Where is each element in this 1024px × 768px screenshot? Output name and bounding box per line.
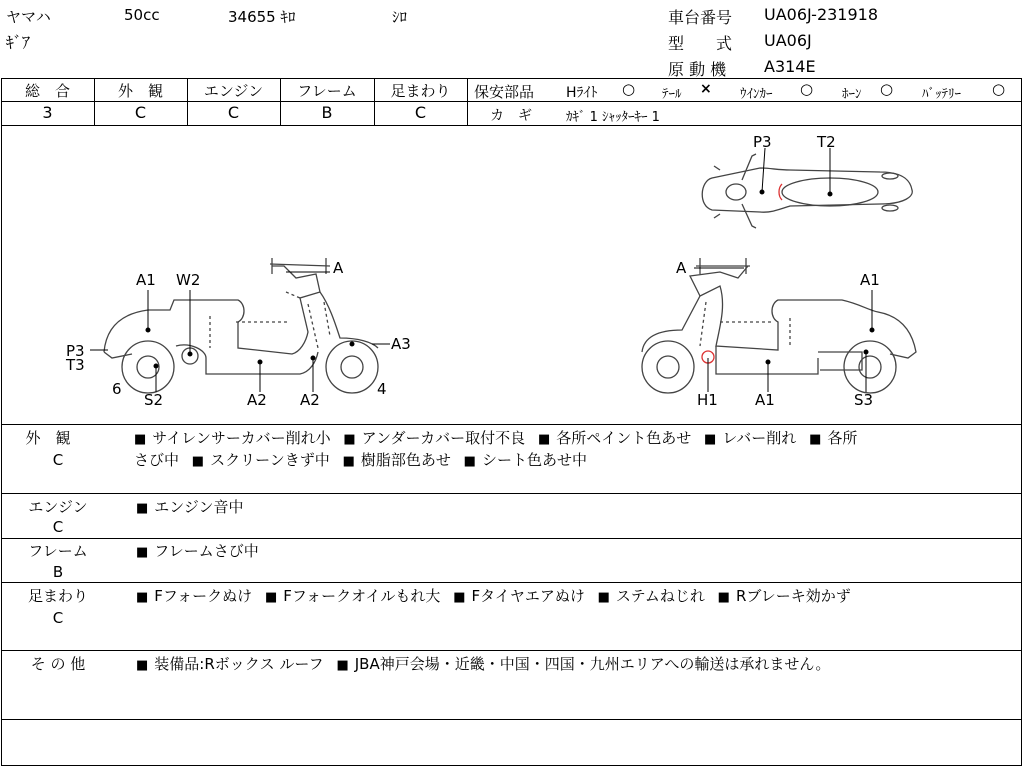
label-top-t2: T2 bbox=[817, 133, 836, 151]
remark-suspension-label: 足まわり bbox=[27, 587, 88, 605]
model-name: ｷﾞｱ bbox=[6, 33, 31, 52]
keys-value: ｶｷﾞ 1 ｼｬｯﾀｰｷｰ 1 bbox=[566, 110, 660, 125]
label-right-s3: S3 bbox=[854, 391, 874, 409]
type-value: UA06J bbox=[764, 31, 812, 50]
remark-item: ■ 樹脂部色あせ bbox=[343, 451, 451, 469]
engine-score: C bbox=[227, 103, 240, 122]
remark-engine-grade: C bbox=[52, 518, 64, 536]
headlight-label: Hﾗｲﾄ bbox=[566, 85, 598, 101]
label-left-a2-1: A2 bbox=[247, 391, 267, 409]
remark-item: ■ アンダーカバー取付不良 bbox=[343, 429, 525, 447]
remark-line-3 bbox=[1, 582, 1022, 583]
remark-item: ■ レバー削れ bbox=[704, 429, 796, 447]
remark-exterior-label: 外 観 bbox=[25, 429, 71, 447]
remark-frame-items bbox=[136, 540, 259, 564]
label-left-s2: S2 bbox=[144, 391, 164, 409]
tail-mark: × bbox=[700, 81, 712, 97]
headlight-mark: ○ bbox=[622, 80, 636, 98]
type-label: 型 式 bbox=[668, 34, 733, 53]
label-right-a: A bbox=[676, 259, 687, 277]
remark-exterior-line1 bbox=[134, 427, 857, 451]
remark-suspension-grade: C bbox=[52, 609, 64, 627]
engine-score-label: エンジン bbox=[203, 82, 264, 100]
remark-frame-grade: B bbox=[52, 563, 64, 581]
remark-item: ■ Fタイヤエアぬけ bbox=[453, 587, 585, 605]
label-right-a1: A1 bbox=[860, 271, 880, 289]
label-left-6: 6 bbox=[112, 380, 122, 398]
label-left-t3: T3 bbox=[66, 356, 85, 374]
label-left-a: A bbox=[333, 259, 344, 277]
battery-label: ﾊﾞｯﾃﾘｰ bbox=[922, 87, 961, 102]
maker: ヤマハ bbox=[6, 8, 51, 26]
remark-engine-items bbox=[136, 496, 244, 520]
remark-frame-label: フレーム bbox=[28, 542, 88, 560]
engine-label: 原 動 機 bbox=[668, 60, 727, 79]
frame-no-label: 車台番号 bbox=[668, 8, 733, 27]
label-right-a1b: A1 bbox=[755, 391, 775, 409]
label-left-4: 4 bbox=[377, 380, 387, 398]
suspension-score: C bbox=[414, 103, 427, 122]
remark-item: ■ Fフォークオイルもれ大 bbox=[265, 587, 440, 605]
winker-mark: ○ bbox=[800, 80, 814, 98]
remark-item: ■ ステムねじれ bbox=[598, 587, 705, 605]
tail-label: ﾃｰﾙ bbox=[662, 87, 682, 102]
label-left-p3: P3 bbox=[66, 342, 85, 360]
displacement: 50cc bbox=[124, 6, 160, 24]
remark-exterior-line2 bbox=[134, 449, 587, 473]
horn-label: ﾎｰﾝ bbox=[842, 87, 862, 102]
frame-score: B bbox=[321, 103, 333, 122]
battery-mark: ○ bbox=[992, 80, 1006, 98]
remark-item: ■ 装備品:Rボックス ルーフ bbox=[136, 655, 324, 673]
remark-other-items bbox=[136, 653, 830, 677]
label-left-a3: A3 bbox=[391, 335, 411, 353]
remark-item: ■ スクリーンきず中 bbox=[192, 451, 330, 469]
frame-no: UA06J-231918 bbox=[764, 5, 879, 24]
remark-item: ■ シート色あせ中 bbox=[464, 451, 587, 469]
scooter-top-view bbox=[702, 154, 912, 228]
safety-label: 保安部品 bbox=[474, 83, 535, 101]
remark-item: ■ Fフォークぬけ bbox=[136, 587, 252, 605]
remark-other-label: そ の 他 bbox=[30, 655, 86, 673]
keys-label: カ ギ bbox=[490, 108, 532, 124]
remark-item: ■ サイレンサーカバー削れ小 bbox=[134, 429, 331, 447]
label-left-a2-2: A2 bbox=[300, 391, 320, 409]
remark-exterior-grade: C bbox=[52, 451, 64, 469]
remark-item: ■ JBA神戸会場・近畿・中国・四国・九州エリアへの輸送は承れません。 bbox=[336, 655, 830, 673]
overall-label: 総 合 bbox=[24, 82, 70, 100]
suspension-label: 足まわり bbox=[390, 82, 451, 100]
remark-item: ■ 各所ペイント色あせ bbox=[538, 429, 691, 447]
label-left-w2: W2 bbox=[176, 271, 201, 289]
exterior-score: C bbox=[134, 103, 147, 122]
overall-score: 3 bbox=[42, 103, 53, 122]
leader-lines bbox=[90, 148, 874, 392]
remark-item: さび中 bbox=[134, 451, 180, 469]
remark-engine-label: エンジン bbox=[28, 498, 88, 516]
remark-line-4 bbox=[1, 650, 1022, 651]
diagram-bottom-line bbox=[1, 424, 1022, 425]
remark-line-2 bbox=[1, 538, 1022, 539]
label-right-h1: H1 bbox=[697, 391, 718, 409]
remark-item: ■ Rブレーキ効かず bbox=[718, 587, 851, 605]
label-top-p3: P3 bbox=[753, 133, 772, 151]
horn-mark: ○ bbox=[880, 80, 894, 98]
engine-value: A314E bbox=[764, 57, 816, 76]
remark-suspension-items bbox=[136, 585, 851, 609]
winker-label: ｳｲﾝｶｰ bbox=[740, 87, 773, 102]
exterior-label: 外 観 bbox=[117, 82, 163, 100]
remark-line-5 bbox=[1, 719, 1022, 720]
score-col-line-5 bbox=[467, 78, 468, 125]
remark-item: ■ エンジン音中 bbox=[136, 498, 244, 516]
label-left-a1: A1 bbox=[136, 271, 156, 289]
remark-line-1 bbox=[1, 493, 1022, 494]
mileage: 34655 ｷﾛ bbox=[228, 8, 296, 26]
color: ｼﾛ bbox=[392, 8, 408, 26]
remark-item: ■ 各所 bbox=[809, 429, 857, 447]
remark-item: ■ フレームさび中 bbox=[136, 542, 259, 560]
frame-score-label: フレーム bbox=[297, 82, 357, 100]
